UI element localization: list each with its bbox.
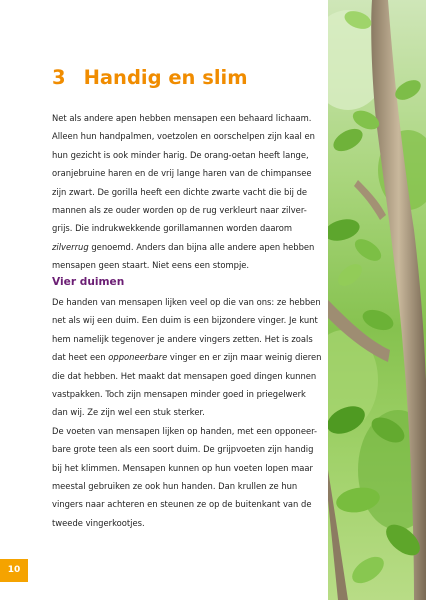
text-line: Net als andere apen hebben mensapen een behaard lichaam. (52, 113, 312, 123)
text-line: De handen van mensapen lijken veel op die van ons: ze hebben (52, 297, 321, 307)
text-line: bij het klimmen. Mensapen kunnen op hun voeten lopen maar (52, 462, 313, 473)
foliage-illustration (328, 0, 426, 600)
intro-paragraph (52, 109, 324, 275)
tree-branch-photo (328, 0, 426, 600)
text-line-with-term (52, 348, 324, 366)
section-heading: Vier duimen (52, 276, 125, 288)
text-line: vingers naar achteren en steunen ze op de buitenkant van de (52, 499, 312, 510)
section-paragraph (52, 293, 324, 532)
text-line: zijn zwart. De gorilla heeft een dichte zwarte vacht die bij de (52, 186, 308, 197)
page-number: 10 (0, 559, 28, 582)
text-line: De voeten van mensapen lijken op handen, met een opponeer- (52, 425, 318, 436)
text-line-start: dat heet een (52, 352, 106, 363)
text-line: net als wij een duim. Een duim is een bijzondere vinger. Je kunt (52, 315, 318, 326)
italic-term-opponeerbare: opponeerbare (108, 352, 168, 363)
text-line: Alleen hun handpalmen, voetzolen en oorschelpen zijn kaal en (52, 131, 315, 142)
text-line: oranjebruine haren en de vrij lange haren van de chimpansee (52, 168, 312, 179)
text-line-with-term (52, 238, 324, 256)
text-line-end: vinger en er zijn maar weinig dieren (169, 352, 322, 363)
text-line: mensapen geen staart. Niet eens een stompje. (52, 260, 250, 271)
text-line: dan wij. Ze zijn wel een stuk sterker. (52, 407, 205, 418)
text-line: meestal gebruiken ze ook hun handen. Dan krullen ze hun (52, 481, 298, 492)
text-line: tweede vingerkootjes. (52, 517, 145, 528)
chapter-title (52, 66, 248, 89)
text-line: die dat hebben. Het maakt dat mensapen goed dingen kunnen (52, 370, 317, 381)
text-line-remainder: genoemd. Anders dan bijna alle andere apen hebben (91, 241, 315, 252)
italic-term-zilverrug: zilverrug (52, 241, 89, 252)
text-line: hun gezicht is ook minder harig. De orang-oetan heeft lange, (52, 149, 309, 160)
chapter-title-text: Handig en slim (83, 66, 248, 89)
text-line: bare grote teen als een soort duim. De grijpvoeten zijn handig (52, 444, 314, 455)
text-line: grijs. Die indrukwekkende gorillamannen worden daarom (52, 223, 293, 234)
text-line: vastpakken. Toch zijn mensapen minder goed in priegelwerk (52, 389, 306, 400)
text-line: hem namelijk tegenover je andere vingers zetten. Het is zoals (52, 333, 313, 344)
text-line: mannen als ze ouder worden op de rug verkleurt naar zilver- (52, 205, 307, 216)
chapter-number: 3 (52, 66, 66, 89)
